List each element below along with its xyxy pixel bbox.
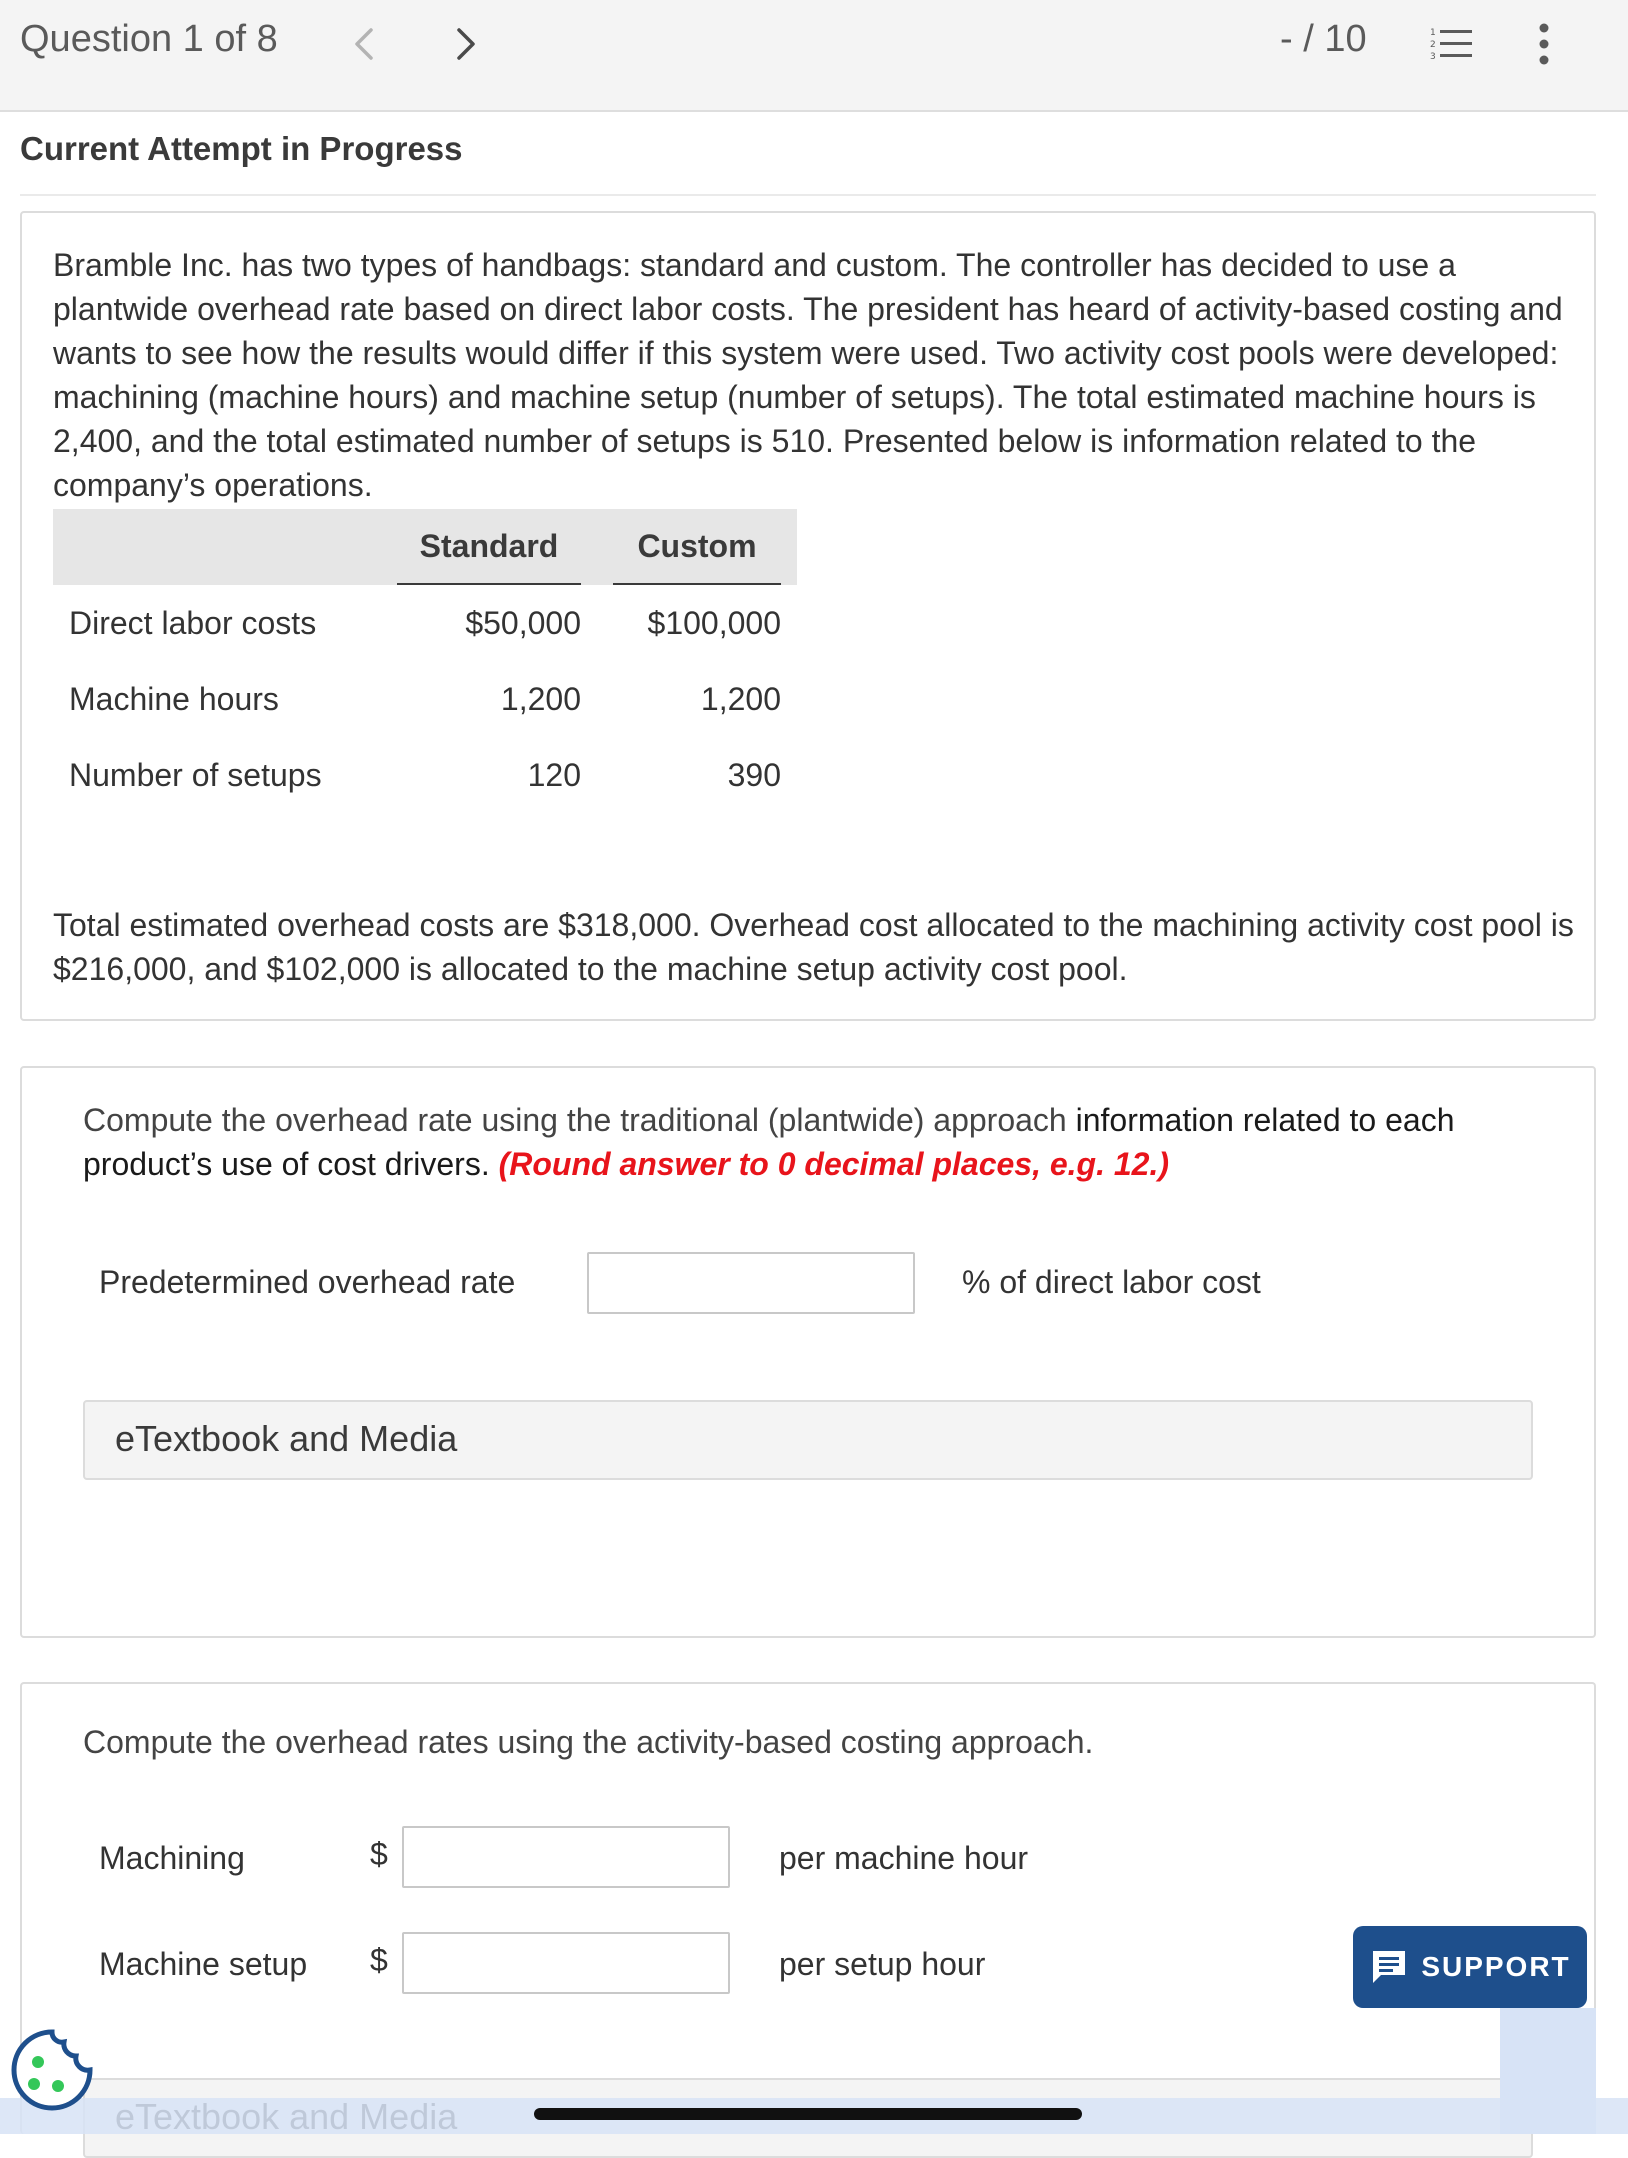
attempt-title: Current Attempt in Progress xyxy=(20,130,463,167)
numbered-list-icon xyxy=(1430,26,1474,62)
score-display: - / 10 xyxy=(1280,18,1367,60)
chevron-right-icon xyxy=(455,27,477,61)
previous-question-button[interactable] xyxy=(344,20,384,68)
next-question-button[interactable] xyxy=(446,20,486,68)
problem-statement-card xyxy=(20,211,1596,1021)
operations-table xyxy=(53,509,797,813)
predetermined-rate-label: Predetermined overhead rate xyxy=(99,1264,516,1300)
cookie-settings-button[interactable] xyxy=(8,2026,96,2119)
etextbook-media-label: eTextbook and Media xyxy=(115,1418,458,1459)
svg-text:3: 3 xyxy=(1430,52,1436,62)
abc-instruction: Compute the overhead rates using the activity-based costing approach. xyxy=(83,1724,1094,1760)
overhead-info: Total estimated overhead costs are $318,000. Overhead cost allocated to the machining activity cost pool is $216,000, and $102,000 is allocated to the machine setup activity cost pool. xyxy=(53,907,1574,987)
machining-rate-input[interactable] xyxy=(402,1826,730,1888)
setup-currency: $ xyxy=(370,1942,388,1978)
row-label: Direct labor costs xyxy=(69,604,317,641)
rounding-hint: (Round answer to 0 decimal places, e.g. 12.) xyxy=(489,1146,1170,1182)
machine-setup-label: Machine setup xyxy=(99,1946,308,1982)
standard-value: $50,000 xyxy=(465,604,581,641)
custom-value: $100,000 xyxy=(647,604,781,641)
cookie-icon xyxy=(8,2026,96,2114)
svg-text:2: 2 xyxy=(1430,40,1436,50)
table-row xyxy=(53,661,797,737)
standard-value: 120 xyxy=(527,756,581,793)
instruction-main: Compute the overhead rate using the traditional (plantwide) approach xyxy=(83,1102,1067,1138)
question-header-bar xyxy=(0,0,1628,112)
table-header-custom: Custom xyxy=(597,509,797,585)
abc-question-card xyxy=(20,1682,1596,2134)
standard-value: 1,200 xyxy=(500,680,581,717)
chevron-left-icon xyxy=(353,27,375,61)
vertical-dots-icon xyxy=(1535,22,1553,66)
plantwide-instruction xyxy=(83,1098,1563,1186)
custom-value: 1,200 xyxy=(700,680,781,717)
etextbook-media-toggle[interactable] xyxy=(83,1400,1533,1480)
more-options-button[interactable] xyxy=(1535,22,1553,71)
svg-text:1: 1 xyxy=(1430,28,1436,38)
machining-label: Machining xyxy=(99,1840,245,1876)
setup-rate-input[interactable] xyxy=(402,1932,730,1994)
support-button[interactable] xyxy=(1353,1926,1587,2008)
chat-message-icon xyxy=(1369,1947,1409,1987)
question-list-button[interactable] xyxy=(1430,26,1474,67)
table-row xyxy=(53,585,797,661)
instruction-continuation: information related to each product’s use of cost drivers. xyxy=(83,1102,1455,1182)
plantwide-question-card xyxy=(20,1066,1596,1638)
row-label: Machine hours xyxy=(69,680,279,717)
predetermined-rate-input[interactable] xyxy=(587,1252,915,1314)
table-header-blank xyxy=(53,509,381,585)
attempt-status-bar xyxy=(20,116,1596,196)
rate-unit-label: % of direct labor cost xyxy=(962,1264,1261,1300)
machining-currency: $ xyxy=(370,1836,388,1872)
table-header-row xyxy=(53,509,797,585)
question-counter: Question 1 of 8 xyxy=(20,18,278,60)
setup-unit-label: per setup hour xyxy=(779,1946,986,1982)
table-header-standard: Standard xyxy=(381,509,597,585)
problem-intro: Bramble Inc. has two types of handbags: standard and custom. The controller has decided to use a plantwide overhead rate based on direct labor costs. The president has heard of activity-based costing and wants to see how the results would differ if this system were used. Two activity cost pools were developed: machining (machine hours) and machine setup (number of setups). The total estimated machine hours is 2,400, and the total estimated number of setups is 510. Presented below is information related to the company’s operations. xyxy=(53,247,1563,503)
machining-unit-label: per machine hour xyxy=(779,1840,1029,1876)
home-indicator xyxy=(534,2108,1082,2120)
custom-value: 390 xyxy=(727,756,781,793)
row-label: Number of setups xyxy=(69,756,322,793)
support-label: SUPPORT xyxy=(1421,1951,1571,1982)
table-row xyxy=(53,737,797,813)
